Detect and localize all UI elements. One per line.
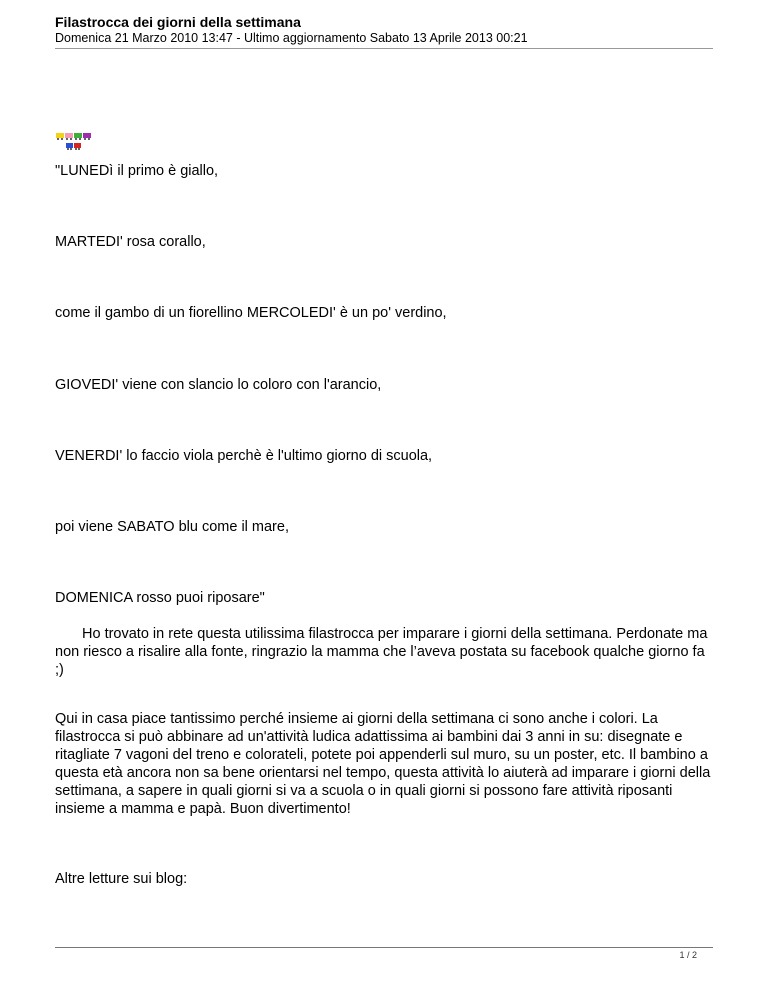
page-title: Filastrocca dei giorni della settimana: [55, 14, 301, 30]
poem-line: DOMENICA rosso puoi riposare": [55, 590, 265, 606]
poem-line: "LUNEDì il primo è giallo,: [55, 163, 219, 179]
header-divider: [55, 48, 713, 49]
footer-divider: [55, 947, 713, 948]
poem-line: MARTEDI' rosa corallo,: [55, 234, 206, 250]
intro-paragraph: Ho trovato in rete questa utilissima filastrocca per imparare i giorni della settimana. Perdonate ma non riesco a risalire alla fonte, ringrazio la mamma che l’aveva postata su facebook qualche giorno fa ;): [55, 626, 708, 678]
page-number: 1 / 2: [679, 950, 697, 960]
article-meta: Domenica 21 Marzo 2010 13:47 - Ultimo aggiornamento Sabato 13 Aprile 2013 00:21: [55, 31, 528, 45]
body-paragraph: Qui in casa piace tantissimo perché insieme ai giorni della settimana ci sono anche i colori. La filastrocca si può abbinare ad un'attività ludica adattissima ai bambini dai 3 anni in su: disegnate e ritagliate 7 vagoni del treno e colorateli, potete poi appenderli sul muro, su un poster, etc. Il bambino a questa età ancora non sa bene orientarsi nel tempo, questa attività lo aiuterà ad imparare i giorni della settimana, a sapere in quali giorni si va a scuola o in quali giorni si possono fare attività riposanti insieme a mamma e papà. Buon divertimento!: [55, 711, 711, 817]
poem-line: GIOVEDI' viene con slancio lo coloro con l'arancio,: [55, 377, 382, 393]
poem-line: VENERDI' lo faccio viola perchè è l'ultimo giorno di scuola,: [55, 448, 433, 464]
page-header: [55, 14, 713, 46]
related-reads-label: Altre letture sui blog:: [55, 871, 188, 887]
train-wagons-icon: [55, 131, 93, 153]
poem-line: poi viene SABATO blu come il mare,: [55, 519, 289, 535]
poem-line: come il gambo di un fiorellino MERCOLEDI' è un po' verdino,: [55, 305, 447, 321]
